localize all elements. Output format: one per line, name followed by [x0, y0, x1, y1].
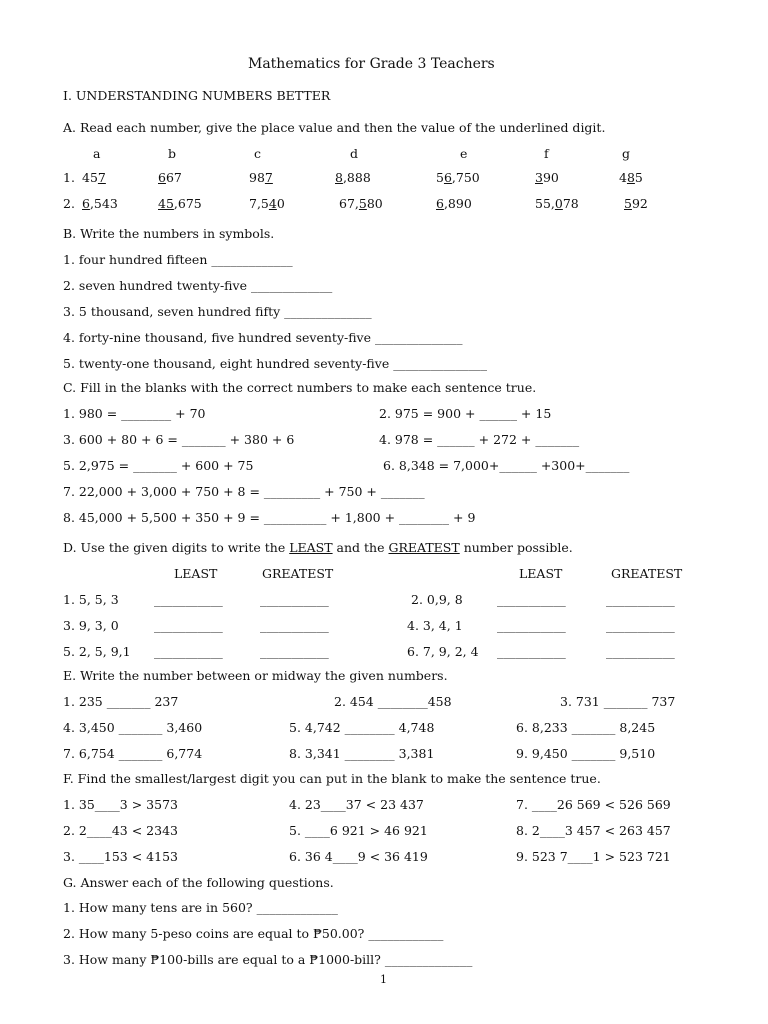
section-a-instruction: A. Read each number, give the place value and then the value of the underlined digit. [63, 120, 606, 135]
section-f-item: 4. 23____37 < 23 437 [289, 797, 424, 812]
number-cell: 45,675 [158, 196, 202, 211]
section-d-item: 1. 5, 5, 3 [63, 592, 119, 607]
underlined-digit: 4 [268, 196, 277, 211]
answer-blank: ___________ [606, 644, 675, 659]
section-c-item: 2. 975 = 900 + ______ + 15 [379, 406, 552, 421]
section-c-instruction: C. Fill in the blanks with the correct numbers to make each sentence true. [63, 380, 537, 395]
column-header: a [93, 146, 101, 161]
section-e-item: 6. 8,233 _______ 8,245 [516, 720, 656, 735]
column-header: d [350, 146, 359, 161]
section-c-item: 7. 22,000 + 3,000 + 750 + 8 = _________ + 750 + _______ [63, 484, 425, 499]
section-f-item: 3. ____153 < 4153 [63, 849, 178, 864]
answer-blank: ___________ [154, 592, 223, 607]
least-word: LEAST [289, 540, 333, 555]
section-c-item: 4. 978 = ______ + 272 + _______ [379, 432, 580, 447]
answer-blank: ___________ [497, 618, 566, 633]
section-e-item: 5. 4,742 ________ 4,748 [289, 720, 435, 735]
answer-blank: ___________ [154, 618, 223, 633]
underlined-digit: 6 [443, 170, 452, 185]
least-header: LEAST [174, 566, 218, 581]
underlined-digit: 6 [158, 170, 166, 185]
underlined-digit: 6 [82, 196, 90, 211]
number-cell: 67,580 [339, 196, 383, 211]
answer-blank: ___________ [260, 644, 329, 659]
answer-blank: ___________ [606, 592, 675, 607]
answer-blank: ___________ [606, 618, 675, 633]
section-e-item: 7. 6,754 _______ 6,774 [63, 746, 203, 761]
greatest-header: GREATEST [611, 566, 683, 581]
section-c-item: 6. 8,348 = 7,000+______ +300+_______ [383, 458, 630, 473]
greatest-header: GREATEST [262, 566, 334, 581]
section-b-item: 1. four hundred fifteen _____________ [63, 252, 293, 267]
number-cell: 8,888 [335, 170, 371, 185]
answer-blank: ___________ [260, 592, 329, 607]
column-header: g [622, 146, 631, 161]
answer-blank: ___________ [497, 592, 566, 607]
column-header: f [544, 146, 549, 161]
underlined-digit: 0 [554, 196, 563, 211]
section-c-item: 5. 2,975 = _______ + 600 + 75 [63, 458, 254, 473]
number-cell: 7,540 [249, 196, 285, 211]
underlined-digit: 6 [436, 196, 444, 211]
answer-blank: ___________ [260, 618, 329, 633]
section-d-item: 6. 7, 9, 2, 4 [407, 644, 479, 659]
section-b-item: 5. twenty-one thousand, eight hundred seventy-five _______________ [63, 356, 487, 371]
section-f-instruction: F. Find the smallest/largest digit you can put in the blank to make the sentence true. [63, 771, 601, 786]
number-cell: 56,750 [436, 170, 480, 185]
section-d-item: 5. 2, 5, 9,1 [63, 644, 131, 659]
section-e-item: 8. 3,341 ________ 3,381 [289, 746, 435, 761]
number-cell: 55,078 [535, 196, 579, 211]
number-cell: 6,543 [82, 196, 118, 211]
section-f-item: 8. 2____3 457 < 263 457 [516, 823, 671, 838]
underlined-digit: 8 [626, 170, 635, 185]
section-g-item: 2. How many 5-peso coins are equal to ₱50.00? ____________ [63, 926, 444, 941]
underlined-digit: 5 [358, 196, 367, 211]
number-cell: 667 [158, 170, 182, 185]
number-cell: 457 [82, 170, 106, 185]
section-e-item: 1. 235 _______ 237 [63, 694, 179, 709]
number-cell: 485 [619, 170, 643, 185]
column-header: e [460, 146, 468, 161]
section-f-item: 7. ____26 569 < 526 569 [516, 797, 671, 812]
section-e-instruction: E. Write the number between or midway the given numbers. [63, 668, 448, 683]
section-f-item: 2. 2____43 < 2343 [63, 823, 178, 838]
section-g-item: 1. How many tens are in 560? _____________ [63, 900, 338, 915]
number-cell: 6,890 [436, 196, 472, 211]
section-e-item: 3. 731 _______ 737 [560, 694, 676, 709]
section-g-instruction: G. Answer each of the following questions. [63, 875, 334, 890]
section-d-item: 3. 9, 3, 0 [63, 618, 119, 633]
answer-blank: ___________ [154, 644, 223, 659]
answer-blank: ___________ [497, 644, 566, 659]
section-b-instruction: B. Write the numbers in symbols. [63, 226, 275, 241]
row-number: 1. [63, 170, 75, 185]
row-number: 2. [63, 196, 75, 211]
column-header: b [168, 146, 177, 161]
section-d-item: 4. 3, 4, 1 [407, 618, 463, 633]
section-f-item: 1. 35____3 > 3573 [63, 797, 178, 812]
number-cell: 592 [624, 196, 648, 211]
underlined-digit: 3 [535, 170, 543, 185]
underlined-digit: 5 [624, 196, 632, 211]
section-b-item: 3. 5 thousand, seven hundred fifty ______________ [63, 304, 372, 319]
section-g-item: 3. How many ₱100-bills are equal to a ₱1000-bill? ______________ [63, 952, 473, 967]
page-title: Mathematics for Grade 3 Teachers [248, 56, 495, 72]
section-c-item: 3. 600 + 80 + 6 = _______ + 380 + 6 [63, 432, 295, 447]
underlined-digit: 8 [335, 170, 343, 185]
underlined-digit: 7 [97, 170, 106, 185]
section-f-item: 5. ____6 921 > 46 921 [289, 823, 428, 838]
section-e-item: 9. 9,450 _______ 9,510 [516, 746, 656, 761]
section-f-item: 6. 36 4____9 < 36 419 [289, 849, 428, 864]
section-c-item: 8. 45,000 + 5,500 + 350 + 9 = __________ + 1,800 + ________ + 9 [63, 510, 476, 525]
section-b-item: 2. seven hundred twenty-five _____________ [63, 278, 333, 293]
section-e-item: 2. 454 ________458 [334, 694, 452, 709]
section-heading: I. UNDERSTANDING NUMBERS BETTER [63, 88, 331, 103]
section-b-item: 4. forty-nine thousand, five hundred seventy-five ______________ [63, 330, 463, 345]
section-e-item: 4. 3,450 _______ 3,460 [63, 720, 203, 735]
underlined-digit: 7 [264, 170, 273, 185]
least-header: LEAST [519, 566, 563, 581]
page-number: 1 [380, 973, 387, 986]
section-c-item: 1. 980 = ________ + 70 [63, 406, 206, 421]
underlined-digit: 45 [158, 196, 174, 211]
section-d-instruction: D. Use the given digits to write the LEAST and the GREATEST number possible. [63, 540, 573, 555]
column-header: c [254, 146, 262, 161]
number-cell: 987 [249, 170, 273, 185]
greatest-word: GREATEST [388, 540, 460, 555]
number-cell: 390 [535, 170, 559, 185]
section-d-item: 2. 0,9, 8 [411, 592, 463, 607]
section-f-item: 9. 523 7____1 > 523 721 [516, 849, 671, 864]
